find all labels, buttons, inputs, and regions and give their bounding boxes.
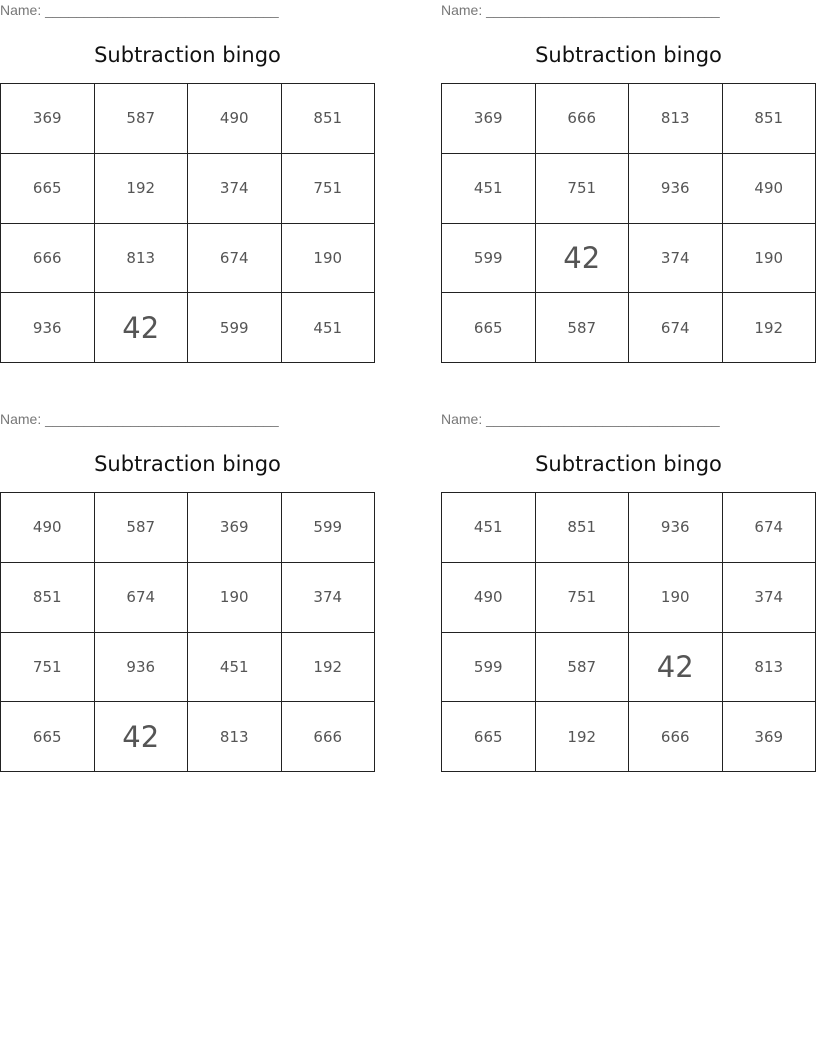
bingo-cell: 674 [723, 493, 816, 563]
bingo-cell: 813 [188, 702, 282, 772]
bingo-cell: 190 [723, 224, 816, 294]
bingo-cell: 190 [629, 563, 723, 633]
bingo-grid [0, 83, 375, 363]
bingo-cell: 813 [95, 224, 189, 294]
bingo-cell: 190 [282, 224, 376, 294]
bingo-cell: 665 [442, 702, 536, 772]
bingo-cell: 369 [723, 702, 816, 772]
bingo-cell: 599 [442, 224, 536, 294]
name-field-label: Name: ______________________________ [0, 2, 279, 18]
bingo-cell: 374 [723, 563, 816, 633]
name-field-label: Name: ______________________________ [441, 2, 720, 18]
bingo-cell: 451 [442, 154, 536, 224]
bingo-cell: 666 [1, 224, 95, 294]
bingo-cell: 851 [282, 84, 376, 154]
bingo-cell: 369 [442, 84, 536, 154]
bingo-cell: 851 [1, 563, 95, 633]
bingo-cell: 190 [188, 563, 282, 633]
bingo-cell: 751 [282, 154, 376, 224]
bingo-cell: 192 [723, 293, 816, 363]
bingo-cell: 751 [536, 154, 630, 224]
bingo-cell: 490 [1, 493, 95, 563]
bingo-cell: 813 [629, 84, 723, 154]
bingo-cell: 490 [723, 154, 816, 224]
bingo-cell: 813 [723, 633, 816, 703]
bingo-cell: 665 [1, 154, 95, 224]
bingo-cell-free: 42 [536, 224, 630, 294]
bingo-cell: 936 [1, 293, 95, 363]
bingo-cell: 490 [188, 84, 282, 154]
card-title: Subtraction bingo [535, 452, 722, 476]
bingo-cell: 451 [188, 633, 282, 703]
bingo-cell: 674 [188, 224, 282, 294]
bingo-cell: 666 [629, 702, 723, 772]
bingo-cell: 936 [95, 633, 189, 703]
bingo-cell-free: 42 [95, 702, 189, 772]
name-field-label: Name: ______________________________ [441, 411, 720, 427]
bingo-cell: 587 [95, 493, 189, 563]
bingo-cell: 674 [629, 293, 723, 363]
bingo-grid [0, 492, 375, 772]
name-field-label: Name: ______________________________ [0, 411, 279, 427]
bingo-grid [441, 492, 816, 772]
bingo-cell: 587 [95, 84, 189, 154]
bingo-cell: 192 [95, 154, 189, 224]
bingo-cell: 369 [1, 84, 95, 154]
bingo-cell: 369 [188, 493, 282, 563]
bingo-cell: 936 [629, 493, 723, 563]
bingo-cell: 374 [188, 154, 282, 224]
bingo-cell: 599 [282, 493, 376, 563]
bingo-cell: 451 [442, 493, 536, 563]
bingo-cell-free: 42 [629, 633, 723, 703]
bingo-cell: 490 [442, 563, 536, 633]
bingo-grid [441, 83, 816, 363]
bingo-cell: 674 [95, 563, 189, 633]
bingo-cell: 665 [442, 293, 536, 363]
card-title: Subtraction bingo [535, 43, 722, 67]
bingo-cell: 665 [1, 702, 95, 772]
bingo-cell: 192 [282, 633, 376, 703]
bingo-cell: 936 [629, 154, 723, 224]
bingo-cell: 666 [536, 84, 630, 154]
bingo-cell: 587 [536, 633, 630, 703]
bingo-cell: 192 [536, 702, 630, 772]
bingo-cell: 374 [629, 224, 723, 294]
bingo-cell: 599 [188, 293, 282, 363]
bingo-cell: 666 [282, 702, 376, 772]
bingo-cell: 851 [536, 493, 630, 563]
bingo-cell: 751 [536, 563, 630, 633]
bingo-cell: 751 [1, 633, 95, 703]
bingo-cell: 851 [723, 84, 816, 154]
bingo-cell: 587 [536, 293, 630, 363]
card-title: Subtraction bingo [94, 452, 281, 476]
bingo-cell-free: 42 [95, 293, 189, 363]
bingo-cell: 374 [282, 563, 376, 633]
bingo-cell: 599 [442, 633, 536, 703]
bingo-cell: 451 [282, 293, 376, 363]
card-title: Subtraction bingo [94, 43, 281, 67]
